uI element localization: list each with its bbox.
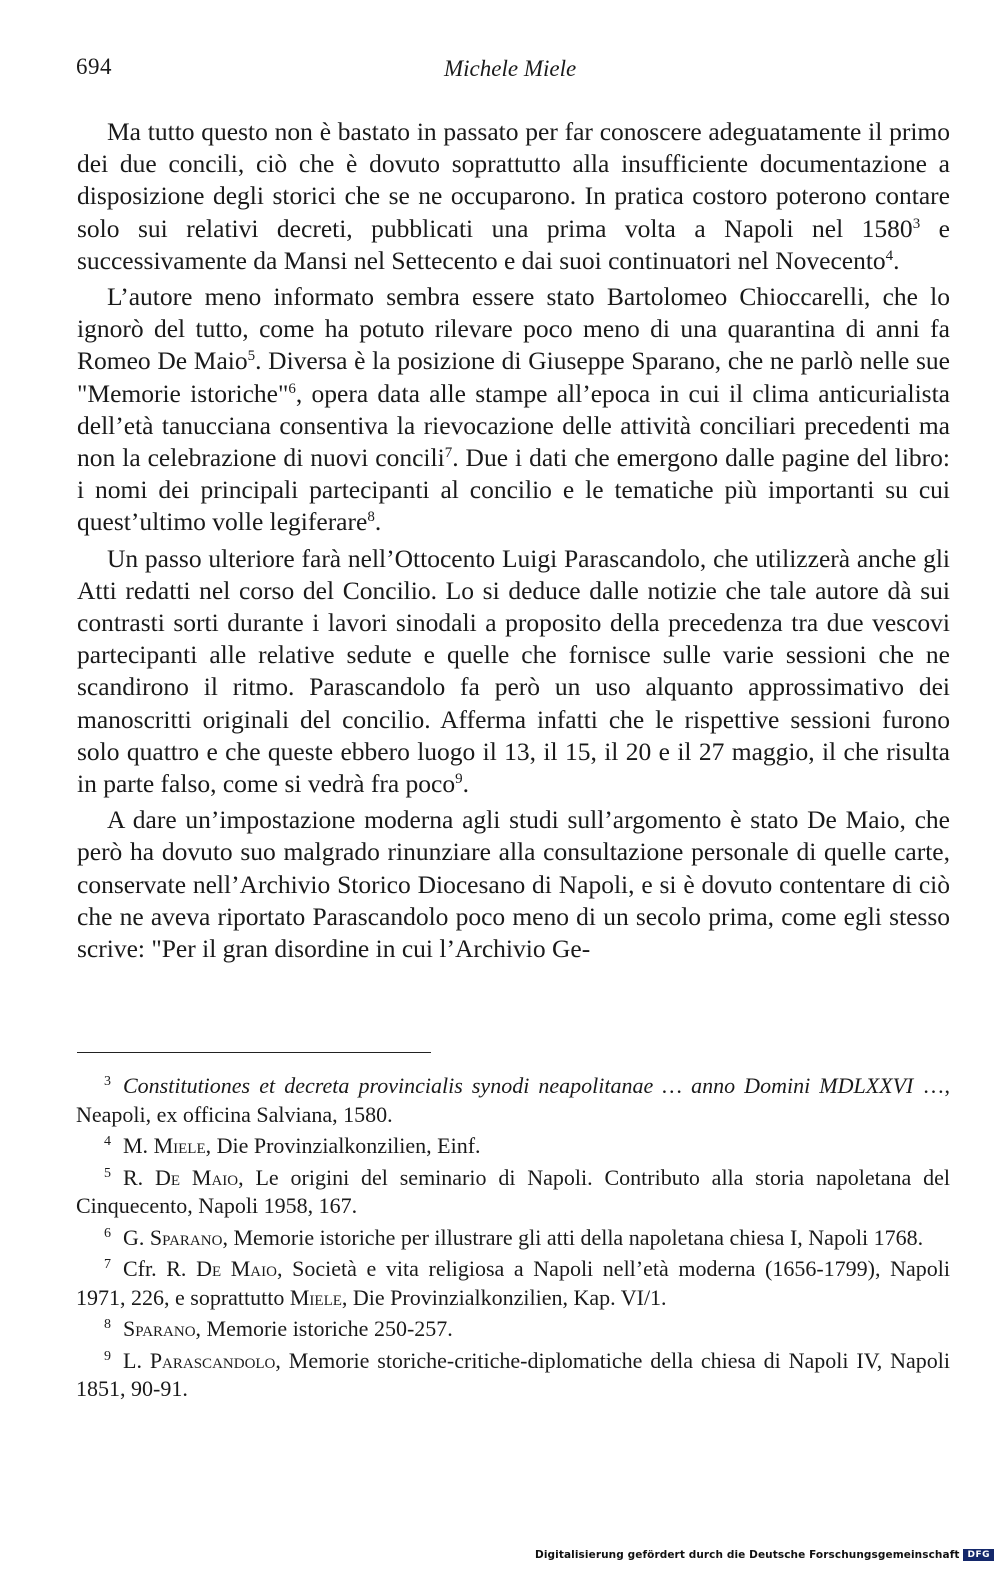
author-name: Sparano <box>149 1224 223 1250</box>
citation-text: , Memorie storiche-critiche-diplomatiche della chiesa di Napoli IV, Napoli 1851, 90-91. <box>76 1347 950 1401</box>
text: . <box>893 245 900 275</box>
text: . <box>462 769 469 799</box>
dfg-logo-icon: DFG <box>963 1549 994 1561</box>
text: e successivamente da Mansi nel Settecento e dai suoi continuatori nel Novecento <box>77 213 950 275</box>
paragraph-4 <box>77 804 950 965</box>
footnote-ref[interactable]: 6 <box>288 380 296 397</box>
author-name: Miele <box>289 1284 342 1310</box>
text: . Diversa è la posizione di Giuseppe Sparano, che ne parlò nelle sue "Memorie istoriche" <box>77 346 950 408</box>
footnote-7 <box>76 1255 950 1312</box>
footnote-number: 8 <box>104 1317 111 1332</box>
text: . <box>374 507 382 537</box>
footnotes <box>76 1072 950 1407</box>
citation-text: Cfr. R. <box>123 1256 197 1281</box>
citation-text: L. <box>123 1347 150 1373</box>
text: Un passo ulteriore farà nell’Ottocento Luigi Parascandolo, che utilizzerà anche gli Atti redatti nel corso del Concilio. Lo si deduce dalle notizie che tale autore dà sui contrasti sorti durante i lavori sinodali a proposito della precedenza tra due vescovi partecipanti alle relative sedute e quelle che fornisce sulle varie sessioni che ne scandirono il ritmo. Parascandolo fa però un uso alquanto approssimativo dei manoscritti originali del concilio. Afferma infatti che le rispettive sessioni furono solo quattro e che queste ebbero luogo il 13, il 15, il 20 e il 27 maggio, il che risulta in parte falso, come si vedrà fra poco <box>77 543 950 799</box>
footnote-6 <box>76 1224 950 1253</box>
body-text <box>77 116 950 969</box>
footnote-8 <box>76 1315 950 1344</box>
citation-text: , Die Provinzialkonzilien, Einf. <box>205 1133 481 1158</box>
text: . Due i dati che emergono dalle pagine del libro: i nomi dei principali partecipanti al concilio e le tematiche più importanti su cui quest’ultimo volle legiferare <box>77 443 950 537</box>
footnote-9 <box>76 1347 950 1404</box>
footnote-5 <box>76 1164 950 1221</box>
text: A dare un’impostazione moderna agli studi sull’argomento è stato De Maio, che però ha dovuto suo malgrado rinunziare alla consultazione personale di quelle carte, conservate nell’Archivio Storico Diocesano di Napoli, e si è dovuto contentare di ciò che ne aveva riportato Parascandolo poco meno di un secolo prima, come egli stesso scrive: "Per il gran disordine in cui l’Archivio Ge- <box>77 805 950 964</box>
text: , opera data alle stampe all’epoca in cui il clima anticurialista dell’età tanucciana consentiva la rievocazione delle attività conciliari precedenti ma non la celebrazione di nuovi concili <box>77 378 950 473</box>
funding-notice: Digitalisierung gefördert durch die Deutsche Forschungsgemeinschaft <box>535 1549 960 1561</box>
author-name: De Maio <box>155 1164 239 1190</box>
footnote-ref[interactable]: 5 <box>247 348 256 365</box>
dfg-funding-banner <box>535 1549 994 1561</box>
footnote-number: 7 <box>104 1257 111 1272</box>
text: Ma tutto questo non è bastato in passato per far conoscere adeguatamente il primo dei due concili, ciò che è dovuto soprattutto alla insufficiente documentazione a disposizione degli storici che se ne occuparono. In pratica costoro poterono contare solo sui relativi decreti, pubblicati una prima volta a Napoli nel 1580 <box>77 117 950 243</box>
footnote-ref[interactable]: 8 <box>367 509 375 526</box>
citation-text: , Memorie istoriche per illustrare gli atti della napoletana chiesa I, Napoli 1768. <box>222 1224 924 1250</box>
footnote-number: 5 <box>104 1165 111 1181</box>
citation-title: Constitutiones et decreta provincialis synodi neapolitanae … anno Domini MDLXXVI <box>123 1073 914 1098</box>
footnote-ref[interactable]: 9 <box>455 771 463 788</box>
citation-text: M. <box>123 1133 154 1158</box>
page-number: 694 <box>76 54 112 79</box>
footnote-ref[interactable]: 3 <box>912 215 921 232</box>
author-name: Parascandolo <box>149 1347 276 1373</box>
citation-text: , Le origini del seminario di Napoli. Contributo alla storia napoletana del Cinquecento, Napoli 1958, 167. <box>76 1164 950 1218</box>
author-name: Sparano <box>123 1316 196 1341</box>
footnote-number: 3 <box>104 1074 111 1089</box>
paragraph-3 <box>77 543 950 801</box>
running-head: Michele Miele <box>444 56 577 81</box>
footnote-rule <box>77 1052 431 1053</box>
citation-text: R. <box>123 1164 156 1190</box>
citation-text: , Memorie istoriche 250-257. <box>195 1316 453 1341</box>
footnote-3 <box>76 1072 950 1129</box>
citation-text: …, Neapoli, ex officina Salviana, 1580. <box>76 1073 950 1127</box>
footnote-ref[interactable]: 7 <box>444 445 453 462</box>
footnote-number: 9 <box>104 1348 111 1364</box>
paragraph-2 <box>77 281 950 539</box>
citation-text: , Die Provinzialkonzilien, Kap. VI/1. <box>341 1284 667 1310</box>
footnote-number: 6 <box>104 1225 111 1241</box>
footnote-4 <box>76 1132 950 1161</box>
citation-text: , Società e vita religiosa a Napoli nell’età moderna (1656-1799), Napoli 1971, 226, e soprattutto <box>76 1256 950 1310</box>
footnote-ref[interactable]: 4 <box>885 247 894 264</box>
author-name: De Maio <box>196 1256 277 1281</box>
citation-text: G. <box>123 1224 150 1250</box>
paragraph-1 <box>77 116 950 277</box>
text: L’autore meno informato sembra essere stato Bartolomeo Chioccarelli, che lo ignorò del tutto, come ha potuto rilevare poco meno di una quarantina di anni fa Romeo De Maio <box>77 282 950 376</box>
footnote-number: 4 <box>104 1134 111 1149</box>
author-name: Miele <box>153 1133 206 1158</box>
